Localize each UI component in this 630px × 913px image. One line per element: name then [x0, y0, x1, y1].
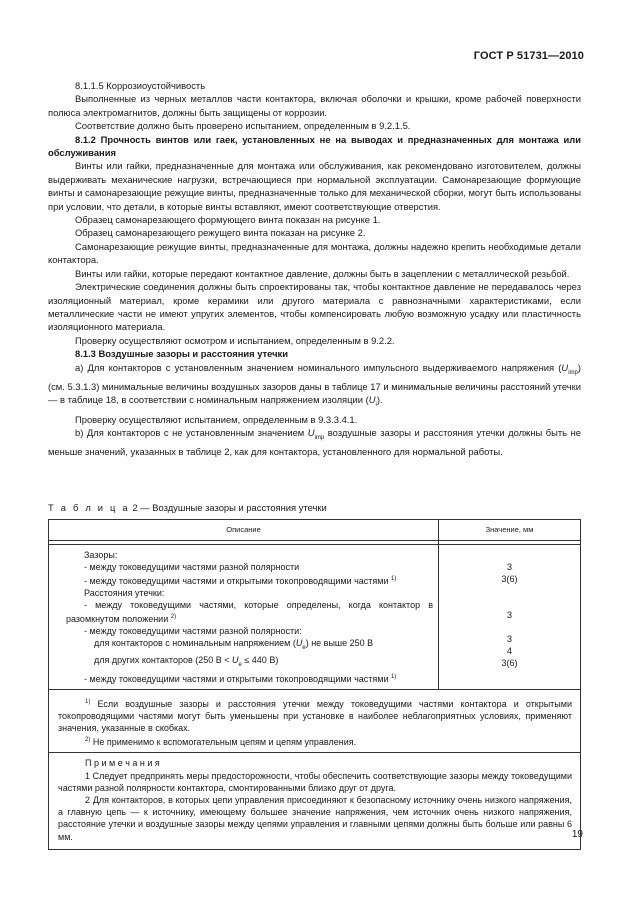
table-caption: Т а б л и ц а 2 — Воздушные зазоры и расстояния утечки [48, 502, 327, 513]
table-row: - между токоведущими частями и открытыми токопроводящими частями $^{1)}$ [84, 576, 397, 586]
paragraph: Электрические соединения должны быть спроектированы так, чтобы контактное давление не передавалось через изоляционный материал, кроме керамики или другого материала с равнозначными характеристиками, если металлические части не имеют упругих элементов, чтобы компенсировать любую возможную усадку или пластичность изоляционного материала. [48, 281, 581, 333]
paragraph: Проверку осуществляют осмотром и испытанием, определенным в 9.2.2. [75, 334, 395, 346]
paragraph-b: b) Для контакторов с не установленным значением $U_{imp}$ воздушные зазоры и расстояния утечки должны быть не меньше значений, указанных в таблице 2, как для контактора, установленного для нормальной работы. [48, 426, 581, 458]
table-row: - между токоведущими частями разной полярности [84, 562, 300, 572]
value: 3(6) [501, 658, 518, 668]
paragraph: Образец самонарезающего формующего винта показан на рисунке 1. [75, 214, 381, 226]
column-header-value: Значение, мм [439, 520, 581, 541]
section-heading-8-1-3: 8.1.3 Воздушные зазоры и расстояния утечки [75, 348, 289, 360]
notes-cell [49, 753, 581, 849]
value: 3 [506, 562, 512, 572]
clearance-table [48, 519, 581, 850]
paragraph: Образец самонарезающего режущего винта показан на рисунке 2. [75, 227, 366, 239]
notes-title: П р и м е ч а н и я [85, 758, 160, 769]
value: 4 [506, 646, 512, 656]
footnote-1: $^{1)}$ Если воздушные зазоры и расстояния утечки между токоведущими частями контактора и открытыми токопроводящими частями могут быть уменьшены при установке в наиболее неблагоприятных условиях, применяют значения, указанные в скобках. [58, 698, 572, 733]
value: 3(6) [501, 574, 518, 584]
section-heading-8-1-1-5: 8.1.1.5 Коррозиоустойчивость [75, 80, 206, 91]
value: 3 [506, 634, 512, 644]
table-row: - между токоведущими частями разной полярности: [84, 626, 302, 636]
paragraph: Винты или гайки, которые передают контактное давление, должны быть в зацеплении с металлической резьбой. [75, 267, 570, 279]
standard-header: ГОСТ Р 51731—2010 [473, 50, 584, 62]
value: 3 [506, 610, 512, 620]
note-1: 1 Следует предпринять меры предосторожности, чтобы обеспечить соответствующие зазоры между токоведущими частями разной полярности контактора, смонтированными близко друг от друга. [58, 770, 572, 793]
table-row: Зазоры: [84, 550, 118, 560]
note-2: 2 Для контакторов, в которых цепи управления присоединяют к безопасному источнику очень низкого напряжения, а главную цепь — к источнику, имеющему большее значение напряжения, чем источник очень низкого напряжения, расстояние утечки и воздушные зазоры между цепями управления и главными цепями должны быть больше или равны 6 мм. [58, 795, 572, 842]
value-cell [439, 545, 581, 690]
paragraph: Самонарезающие режущие винты, предназначенные для монтажа, должны надежно крепить необходимые детали контактора. [48, 240, 581, 266]
table-row: для других контакторов (250 $В < U_e \le 440$ В) [94, 654, 279, 668]
column-header-description: Описание [49, 520, 439, 541]
paragraph: Проверку осуществляют испытанием, определенным в 9.3.3.4.1. [75, 413, 358, 425]
table-notes-row [49, 753, 581, 849]
paragraph: Соответствие должно быть проверено испытанием, определенным в 9.2.1.5. [75, 120, 411, 132]
body-text [48, 79, 581, 459]
page-number: 19 [571, 829, 583, 840]
table-row: - между токоведущими частями, которые определены, когда контактор в разомкнутом положении $^{2)}$ [66, 600, 433, 624]
paragraph: Выполненные из черных металлов части контактора, включая оболочки и крышки, кроме рабочей поверхности полюса электромагнитов, должны быть защищены от коррозии. [48, 93, 581, 118]
table-header-row [49, 520, 581, 541]
table-body-row [49, 545, 581, 690]
description-cell [49, 545, 439, 690]
table-row: - между токоведущими частями и открытыми токопроводящими частями $^{1)}$ [84, 673, 397, 684]
paragraph-a: а) Для контакторов с установленным значением номинального импульсного выдерживаемого напряжения $(U_{imp})$ (см. 5.3.1.3) минимальные величины воздушных зазоров даны в таблице 17 и минимальные величины расстояний утечки — в таблице 18, в соответствии с номинальным напряжением изоляции $(U_i)$. [48, 361, 581, 409]
section-heading-8-1-2: 8.1.2 Прочность винтов или гаек, установленных не на выводах и предназначенных для монтажа или обслуживания [48, 133, 581, 159]
paragraph: Винты или гайки, предназначенные для монтажа или обслуживания, как рекомендовано изготовителем, должны выдерживать механические нагрузки, встречающиеся при нормальной эксплуатации. Самонарезающие формующие винты и самонарезающие режущие винты, предназначенные только для механической сборки, могут быть использованы при условии, что детали, в которые винты вставляют, имеют соответствующие отверстия. [48, 160, 581, 212]
footnotes-cell [49, 689, 581, 753]
table-row: для контакторов с номинальным напряжением $(U_e)$ не выше 250 В [94, 638, 374, 651]
table-footnotes-row [49, 689, 581, 753]
table-row: Расстояния утечки: [84, 588, 165, 598]
footnote-2: $^{2)}$ Не применимо к вспомогательным цепям и цепям управления. [85, 737, 357, 748]
